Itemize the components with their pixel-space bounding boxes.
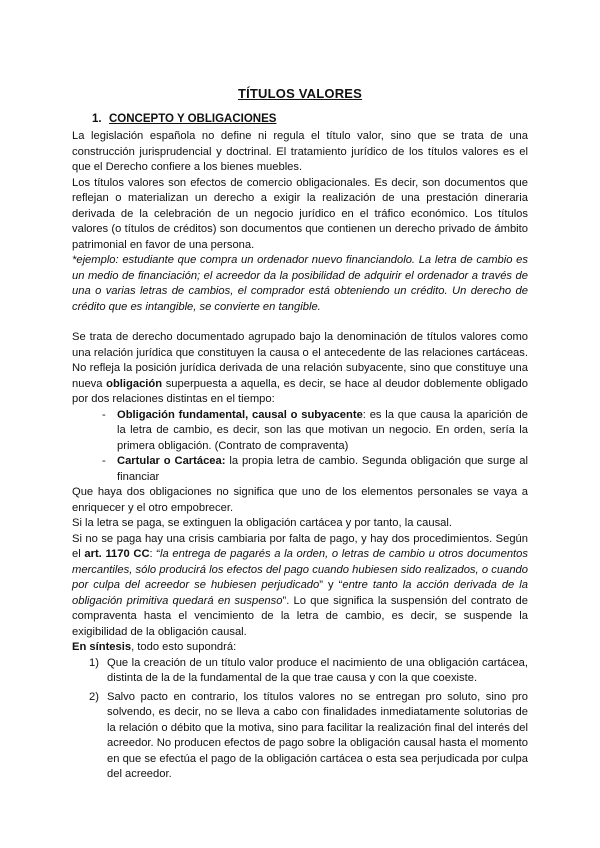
paragraph-definition: La legislación española no define ni regula el título valor, sino que se trata de una construcción jurisprudencial y doctrinal. El tratamiento jurídico de los títulos valores es el que el Derecho confiere a los bienes muebles.: [72, 130, 528, 173]
paragraph-sintesis: [72, 640, 528, 656]
list-item: [102, 454, 528, 485]
section-number: 1.: [92, 112, 102, 125]
example-note: *ejemplo: estudiante que compra un ordenador nuevo financiandolo. La letra de cambio es un medio de financiación; el acreedor da la posibilidad de adquirir el ordenador a través de una o varias letras de cambios, el comprador está obteniendo un crédito. Un derecho de crédito que es intangible, se convierte en tangible.: [72, 254, 528, 313]
bold-term: Obligación fundamental, causal o subyacente: [117, 408, 363, 421]
text-run: Se trata de derecho documentado agrupado bajo la denominación de títulos valores como una relación jurídica que constituyen la causa o el antecedente de las relaciones cartáceas. No refleja la posición jurídica derivada de una relación subyacente, sino que constituye una nueva: [72, 331, 528, 390]
obligations-list: [72, 408, 528, 486]
paragraph-efectos: Los títulos valores son efectos de comercio obligacionales. Es decir, son documentos que reflejan o materializan un derecho a exigir la realización de una prestación dineraria derivada de la celebración de un negocio jurídico en el tráfico económico. Los títulos valores (o títulos de créditos) son documentos que contienen un derecho privado de ámbito patrimonial en favor de una persona.: [72, 176, 528, 251]
spacer: [72, 315, 528, 330]
text-run: ”. Lo que significa la suspensión del contrato de compraventa hasta el vencimiento de la letra de cambio, es decir, se suspende la exigibilidad de la obligación causal.: [72, 594, 528, 638]
paragraph-relacion: [72, 330, 528, 408]
quote-text: entre tanto la acción derivada de la obligación primitiva quedará en suspenso: [72, 579, 528, 607]
list-item: [89, 690, 528, 783]
text-run: ” y “: [319, 579, 343, 591]
text-run: , todo esto supondrá:: [131, 641, 237, 653]
text-run: superpuesta a aquella, es decir, se hace al deudor doblemente obligado por dos relaciones distintas en el tiempo:: [72, 377, 528, 405]
document-page: [72, 86, 528, 786]
text-run: : es la que causa la aparición de la letra de cambio, es decir, son las que motivan un negocio. En orden, sería la primera obligación. (Contrato de compraventa): [117, 408, 528, 452]
list-item: [89, 656, 528, 687]
text-run: : “: [149, 548, 161, 560]
section-heading: [92, 112, 528, 128]
paragraph-si-paga: Si la letra se paga, se extinguen la obligación cartácea y por tanto, la causal.: [72, 517, 452, 529]
text-run: la propia letra de cambio. Segunda obligación que surge al financiar: [117, 455, 528, 483]
paragraph-art-1170: [72, 532, 528, 641]
document-title: TÍTULOS VALORES: [237, 86, 363, 101]
section-heading-text: CONCEPTO Y OBLIGACIONES: [109, 112, 277, 125]
item-number: 1): [89, 656, 99, 669]
bold-term: art. 1170 CC: [84, 548, 150, 560]
bold-term: Cartular o Cartácea:: [117, 455, 226, 467]
text-run: Salvo pacto en contrario, los títulos valores no se entregan pro soluto, sino pro solvendo, es decir, no se lleva a cabo con finalidades inmediatamente solutorias de la relación o débito que la motiva, sino para facilitar la realización final del interés del acreedor. No producen efectos de pago sobre la obligación causal hasta el momento en que se efectúa el pago de la obligación cartácea o esta sea perjudicada por culpa del acreedor.: [107, 690, 528, 780]
bold-term: obligación: [106, 377, 163, 390]
text-run: Si no se paga hay una crisis cambiaria por falta de pago, y hay dos procedimientos. Según el: [72, 532, 528, 560]
bold-term: En síntesis: [72, 641, 132, 653]
quote-text: la entrega de pagarés a la orden, o letras de cambio u otros documentos mercantiles, sólo producirá los efectos del pago cuando hubiesen sido realizados, o cuando por culpa del acreedor se hubiesen perjudicado: [72, 548, 528, 591]
paragraph-dos-obligaciones: Que haya dos obligaciones no significa que uno de los elementos personales se vaya a enriquecer y el otro empobrecer.: [72, 486, 528, 514]
item-number: 2): [89, 690, 99, 703]
synthesis-list: [72, 656, 528, 783]
text-run: Que la creación de un título valor produce el nacimiento de una obligación cartácea, distinta de la de la fundamental de la que trae causa y con la que coexiste.: [107, 656, 528, 684]
list-item: [102, 408, 528, 455]
